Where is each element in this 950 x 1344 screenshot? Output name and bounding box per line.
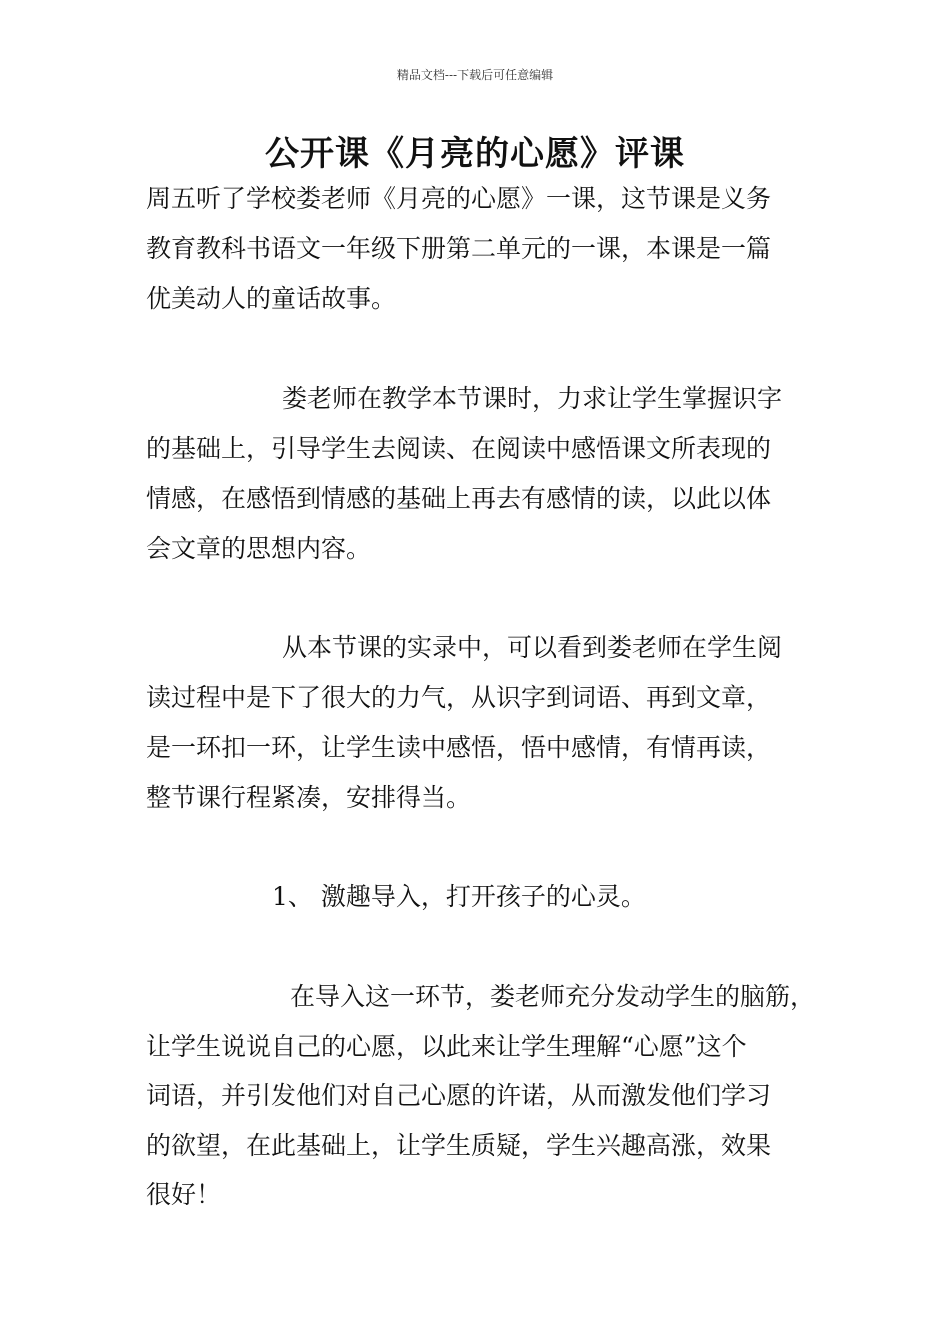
paragraph-line: 教育教科书语文一年级下册第二单元的一课，本课是一篇 bbox=[146, 234, 772, 263]
paragraph-line: 从本节课的实录中，可以看到娄老师在学生阅 bbox=[282, 633, 783, 662]
paragraph-line: 是一环扣一环，让学生读中感悟，悟中感情，有情再读， bbox=[146, 733, 772, 762]
paragraph-line: 优美动人的童话故事。 bbox=[146, 284, 397, 313]
paragraph-line: 会文章的思想内容。 bbox=[146, 534, 372, 563]
paragraph-line: 词语，并引发他们对自己心愿的许诺，从而激发他们学习 bbox=[146, 1081, 772, 1110]
paragraph-line: 让学生说说自己的心愿，以此来让学生理解“心愿”这个 bbox=[146, 1032, 747, 1061]
paragraph-line: 很好！ bbox=[146, 1180, 222, 1209]
paragraph-line: 的基础上，引导学生去阅读、在阅读中感悟课文所表现的 bbox=[146, 434, 772, 463]
paragraph-line: 读过程中是下了很大的力气，从识字到词语、再到文章， bbox=[146, 683, 772, 712]
list-item-heading: 1、 激趣导入，打开孩子的心灵。 bbox=[272, 882, 646, 911]
paragraph-line: 情感，在感悟到情感的基础上再去有感情的读，以此以体 bbox=[146, 484, 772, 513]
header-note: 精品文档---下载后可任意编辑 bbox=[396, 68, 554, 82]
paragraph-line: 娄老师在教学本节课时，力求让学生掌握识字 bbox=[282, 384, 783, 413]
paragraph-line: 整节课行程紧凑，安排得当。 bbox=[146, 783, 472, 812]
paragraph-line: 在导入这一环节，娄老师充分发动学生的脑筋， bbox=[290, 982, 816, 1011]
document-title: 公开课《月亮的心愿》评课 bbox=[265, 134, 685, 174]
paragraph-line: 的欲望，在此基础上，让学生质疑，学生兴趣高涨，效果 bbox=[146, 1131, 772, 1160]
paragraph-line: 周五听了学校娄老师《月亮的心愿》一课，这节课是义务 bbox=[146, 184, 772, 213]
